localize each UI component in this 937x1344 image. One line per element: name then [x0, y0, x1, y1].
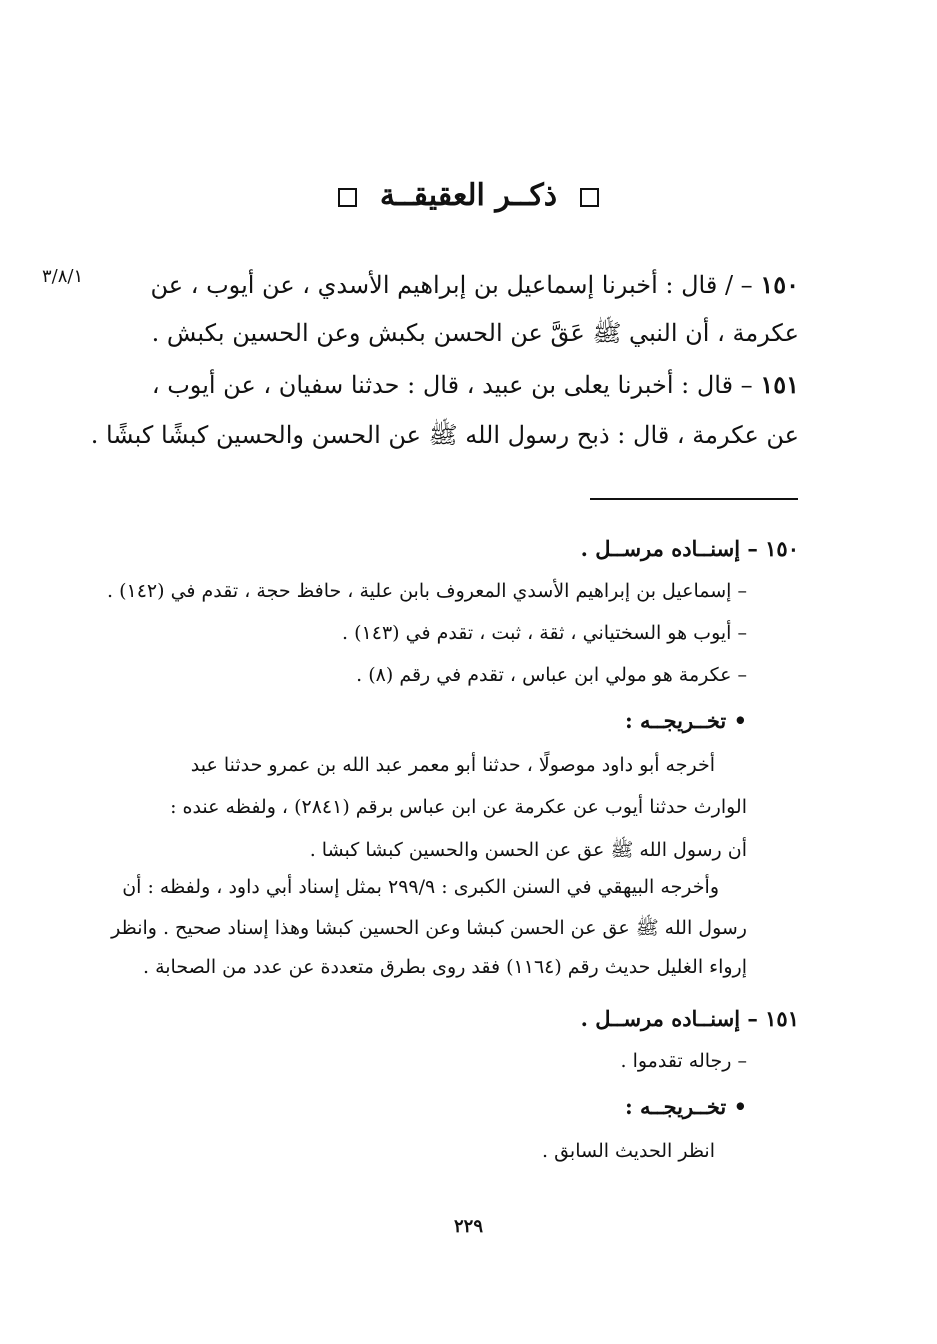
- takhrij-label: • تخــريجــه :: [624, 708, 747, 733]
- takhrij-line-3: أن رسول الله ﷺ عق عن الحسن والحسين كبشا كبشا .: [309, 839, 747, 861]
- note-151-heading: ١٥١ – إسنــاده مرســل .: [580, 1006, 799, 1031]
- note-151-narrators: – رجاله تقدموا .: [620, 1050, 747, 1072]
- note-150-narrator-1: – إسماعيل بن إبراهيم الأسدي المعروف بابن علية ، حافظ حجة ، تقدم في (١٤٢) .: [107, 580, 747, 602]
- note-150-heading: ١٥٠ – إسنــاده مرســل .: [580, 536, 799, 561]
- takhrij-line-1: أخرجه أبو داود موصولًا ، حدثنا أبو معمر عبد الله بن عمرو حدثنا عبد: [190, 754, 715, 776]
- hadith-151-number: ١٥١: [760, 370, 799, 399]
- takhrij-2-line: انظر الحديث السابق .: [542, 1140, 715, 1162]
- hadith-150-line-1: [128, 270, 799, 299]
- page-number: ٢٢٩: [453, 1216, 483, 1237]
- margin-reference: ٣/٨/١: [42, 266, 84, 287]
- takhrij-line-2: الوارث حدثنا أيوب عن عكرمة عن ابن عباس برقم (٢٨٤١) ، ولفظه عنده :: [170, 796, 747, 818]
- takhrij-line-4: وأخرجه البيهقي في السنن الكبرى : ٢٩٩/٩ بمثل إسناد أبي داود ، ولفظه : أن: [122, 876, 719, 898]
- title-box-right-icon: [580, 188, 599, 207]
- note-150-narrator-3: – عكرمة هو مولي ابن عباس ، تقدم في رقم (٨) .: [356, 664, 747, 686]
- takhrij-line-6: إرواء الغليل حديث رقم (١١٦٤) فقد روى بطرق متعددة عن عدد من الصحابة .: [142, 956, 747, 978]
- footnote-divider: [590, 498, 798, 500]
- takhrij-line-5: رسول الله ﷺ عق عن الحسن كبشا وعن الحسين كبشا وهذا إسناد صحيح . وانظر: [111, 917, 747, 939]
- hadith-151-line-2: عن عكرمة ، قال : ذبح رسول الله ﷺ عن الحسن والحسين كبشًا كبشًا .: [90, 421, 799, 449]
- hadith-150-line-2: عكرمة ، أن النبي ﷺ عَقَّ عن الحسن بكبش وعن الحسين بكبش .: [151, 319, 799, 347]
- hadith-151-line-1: [128, 370, 799, 399]
- note-150-narrator-2: – أيوب هو السختياني ، ثقة ، ثبت ، تقدم في (١٤٣) .: [342, 622, 747, 644]
- hadith-150-number: ١٥٠: [760, 270, 799, 299]
- chapter-title-text: ذكــر العقيقــة: [379, 178, 558, 213]
- hadith-150-text-1: – / قال : أخبرنا إسماعيل بن إبراهيم الأسدي ، عن أيوب ، عن: [150, 271, 753, 299]
- title-box-left-icon: [338, 188, 357, 207]
- hadith-151-text-1: – قال : أخبرنا يعلى بن عبيد ، قال : حدثنا سفيان ، عن أيوب ،: [151, 371, 753, 399]
- chapter-title: [0, 178, 937, 213]
- takhrij-2-label: • تخــريجــه :: [624, 1094, 747, 1119]
